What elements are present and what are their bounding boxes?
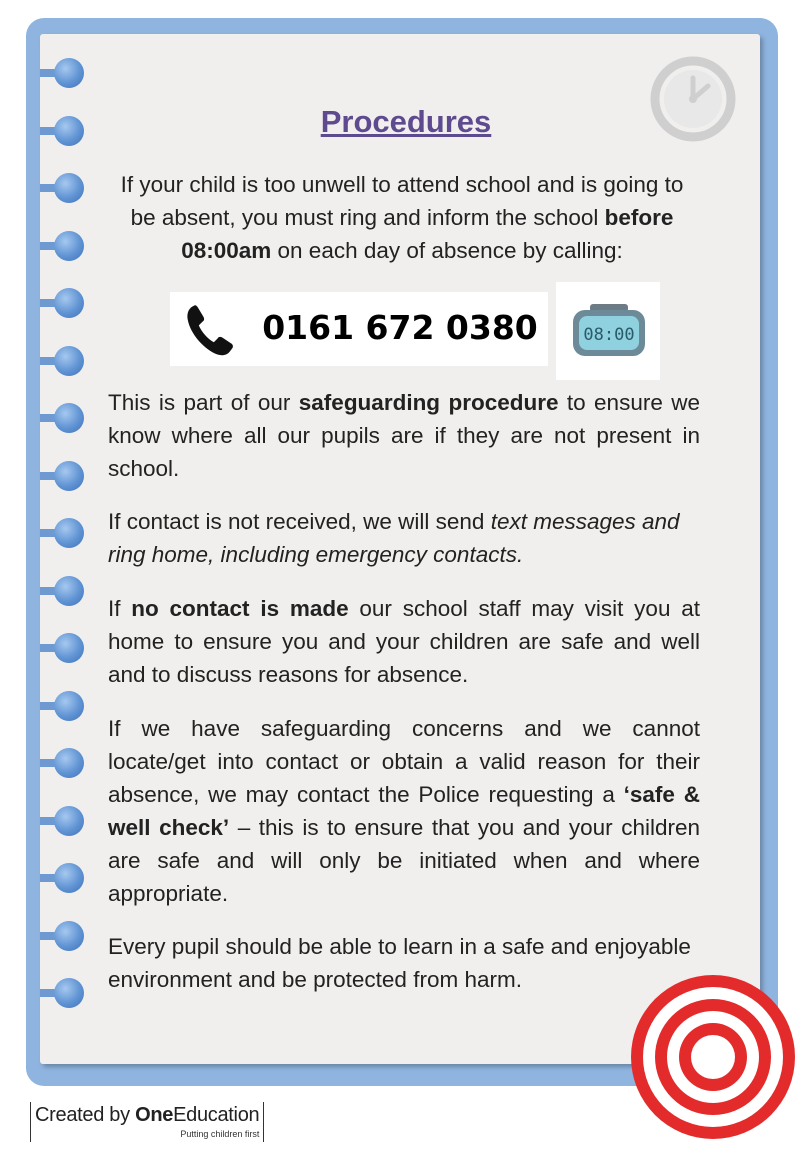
credit-logo [30, 1102, 264, 1142]
binder-ring [40, 576, 92, 606]
brand-education: Education [173, 1104, 260, 1126]
alarm-clock-icon [570, 300, 648, 362]
paragraph-no-contact: If no contact is made our school staff may visit you at home to ensure you and your children are safe and well and to discuss reasons for absence. [108, 596, 700, 687]
paragraph-safeguarding: This is part of our safeguarding procedure to ensure we know where all our pupils are if they are not present in school. [108, 390, 700, 481]
binder-ring [40, 346, 92, 376]
binder-ring [40, 806, 92, 836]
phone-icon [180, 300, 242, 360]
binder-ring [40, 978, 92, 1008]
binder-ring [40, 518, 92, 548]
intro-paragraph: If your child is too unwell to attend school and is going to be absent, you must ring and inform the school before 08:00am on each day of absence by calling: [120, 172, 684, 263]
credit-prefix: Created by [35, 1104, 136, 1126]
binder-ring [40, 461, 92, 491]
brand-one: One [135, 1104, 174, 1126]
binder-ring [40, 863, 92, 893]
paragraph-police: If we have safeguarding concerns and we cannot locate/get into contact or obtain a valid reason for their absence, we may contact the Police requesting a ‘safe & well check’ – this is to ensure that you and your children are safe and will only be initiated when and where appropriate. [108, 716, 700, 906]
binder-ring [40, 748, 92, 778]
paragraph-environment: Every pupil should be able to learn in a safe and enjoyable environment and be protected from harm. [108, 934, 691, 992]
alarm-display: 08:00 [583, 325, 635, 345]
binder-ring [40, 691, 92, 721]
phone-number: 0161 672 0380 [262, 308, 538, 347]
binder-ring [40, 173, 92, 203]
binder-ring [40, 403, 92, 433]
target-icon [628, 972, 798, 1142]
binder-ring [40, 231, 92, 261]
paragraph-contact: If contact is not received, we will send text messages and ring home, including emergency contacts. [108, 509, 680, 567]
binder-ring [40, 921, 92, 951]
binder-ring [40, 633, 92, 663]
binder-ring [40, 288, 92, 318]
brand-tagline: Putting children first [180, 1129, 260, 1139]
page-title: Procedures [320, 104, 492, 139]
binder-ring [40, 58, 92, 88]
